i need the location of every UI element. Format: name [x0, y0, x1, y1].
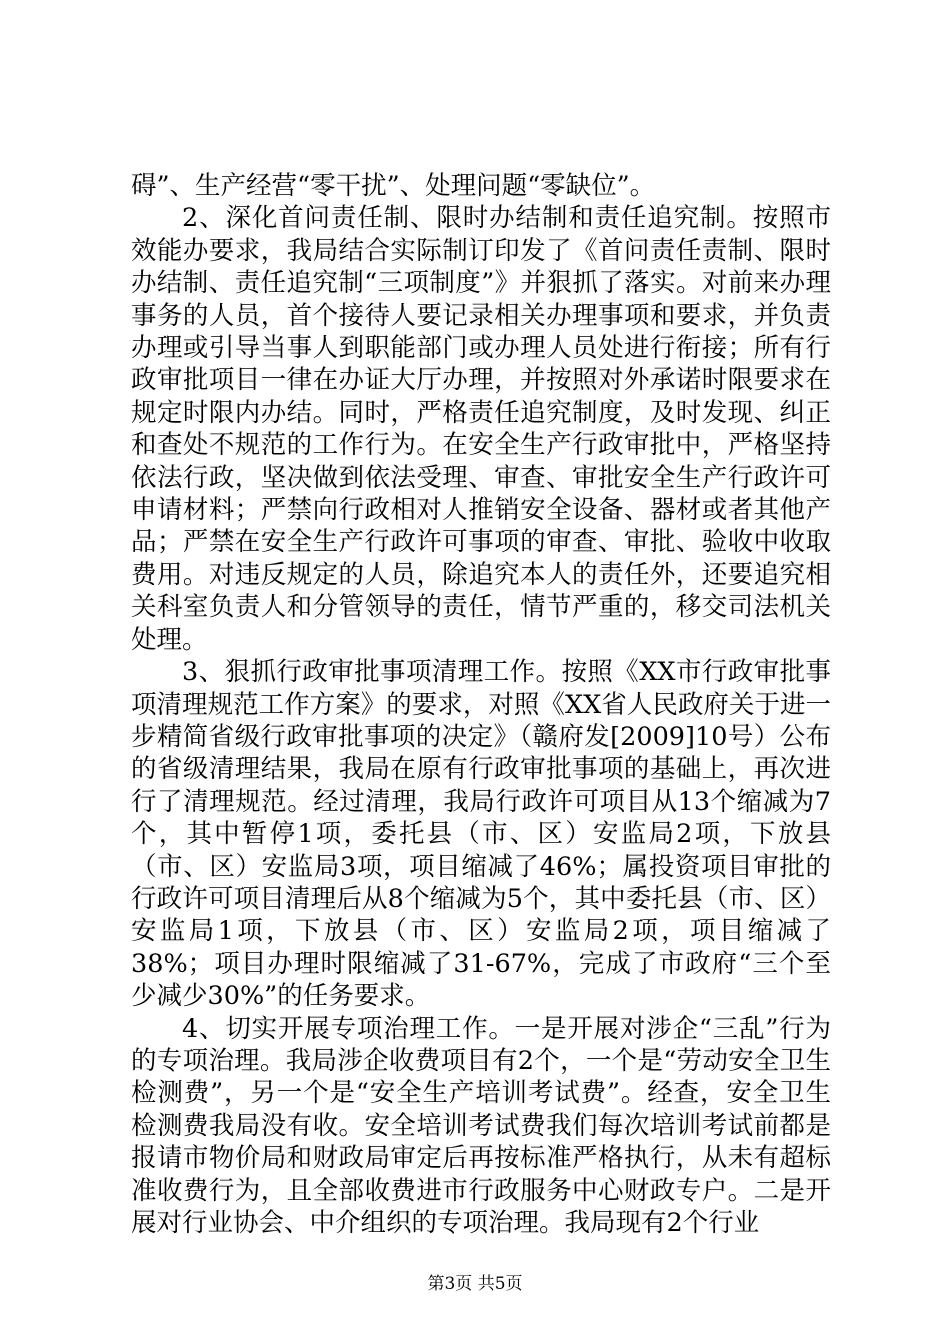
paragraph-continuation: 碍”、生产经营“零干扰”、处理问题“零缺位”。	[131, 171, 656, 201]
page-footer: 第3页 共5页	[427, 1274, 523, 1294]
paragraph-item-3: 3、狠抓行政审批事项清理工作。按照《XX市行政审批事项清理规范工作方案》的要求，对照《XX省人民政府关于进一步精简省级行政审批事项的决定》（赣府发[2009]10号）公布的省级清理结果，我局在原有行政审批事项的基础上，再次进行了清理规范。经过清理，我局行政许可项目从13个缩减为7个，其中暂停1项，委托县（市、区）安监局2项，下放县（市、区）安监局3项，项目缩减了46%；属投资项目审批的行政许可项目清理后从8个缩减为5个，其中委托县（市、区）安监局1项，下放县（市、区）安监局2项，项目缩减了38%；项目办理时限缩减了31-67%，完成了市政府“三个至少减少30%”的任务要求。	[131, 657, 831, 1012]
document-body	[131, 170, 831, 1239]
paragraph-item-4: 4、切实开展专项治理工作。一是开展对涉企“三乱”行为的专项治理。我局涉企收费项目有2个，一个是“劳动安全卫生检测费”，另一个是“安全生产培训考试费”。经查，安全卫生检测费我局没有收。安全培训考试费我们每次培训考试前都是报请市物价局和财政局审定后再按标准严格执行，从未有超标准收费行为，且全部收费进市行政服务中心财政专户。二是开展对行业协会、中介组织的专项治理。我局现有2个行业	[131, 1013, 831, 1238]
paragraph-item-2: 2、深化首问责任制、限时办结制和责任追究制。按照市效能办要求，我局结合实际制订印发了《首问责任责制、限时办结制、责任追究制“三项制度”》并狠抓了落实。对前来办理事务的人员，首个接待人要记录相关办理事项和要求，并负责办理或引导当事人到职能部门或办理人员处进行衔接；所有行政审批项目一律在办证大厅办理，并按照对外承诺时限要求在规定时限内办结。同时，严格责任追究制度，及时发现、纠正和查处不规范的工作行为。在安全生产行政审批中，严格坚持依法行政，坚决做到依法受理、审查、审批安全生产行政许可申请材料；严禁向行政相对人推销安全设备、器材或者其他产品；严禁在安全生产行政许可事项的审查、审批、验收中收取费用。对违反规定的人员，除追究本人的责任外，还要追究相关科室负责人和分管领导的责任，情节严重的，移交司法机关处理。	[131, 203, 831, 655]
